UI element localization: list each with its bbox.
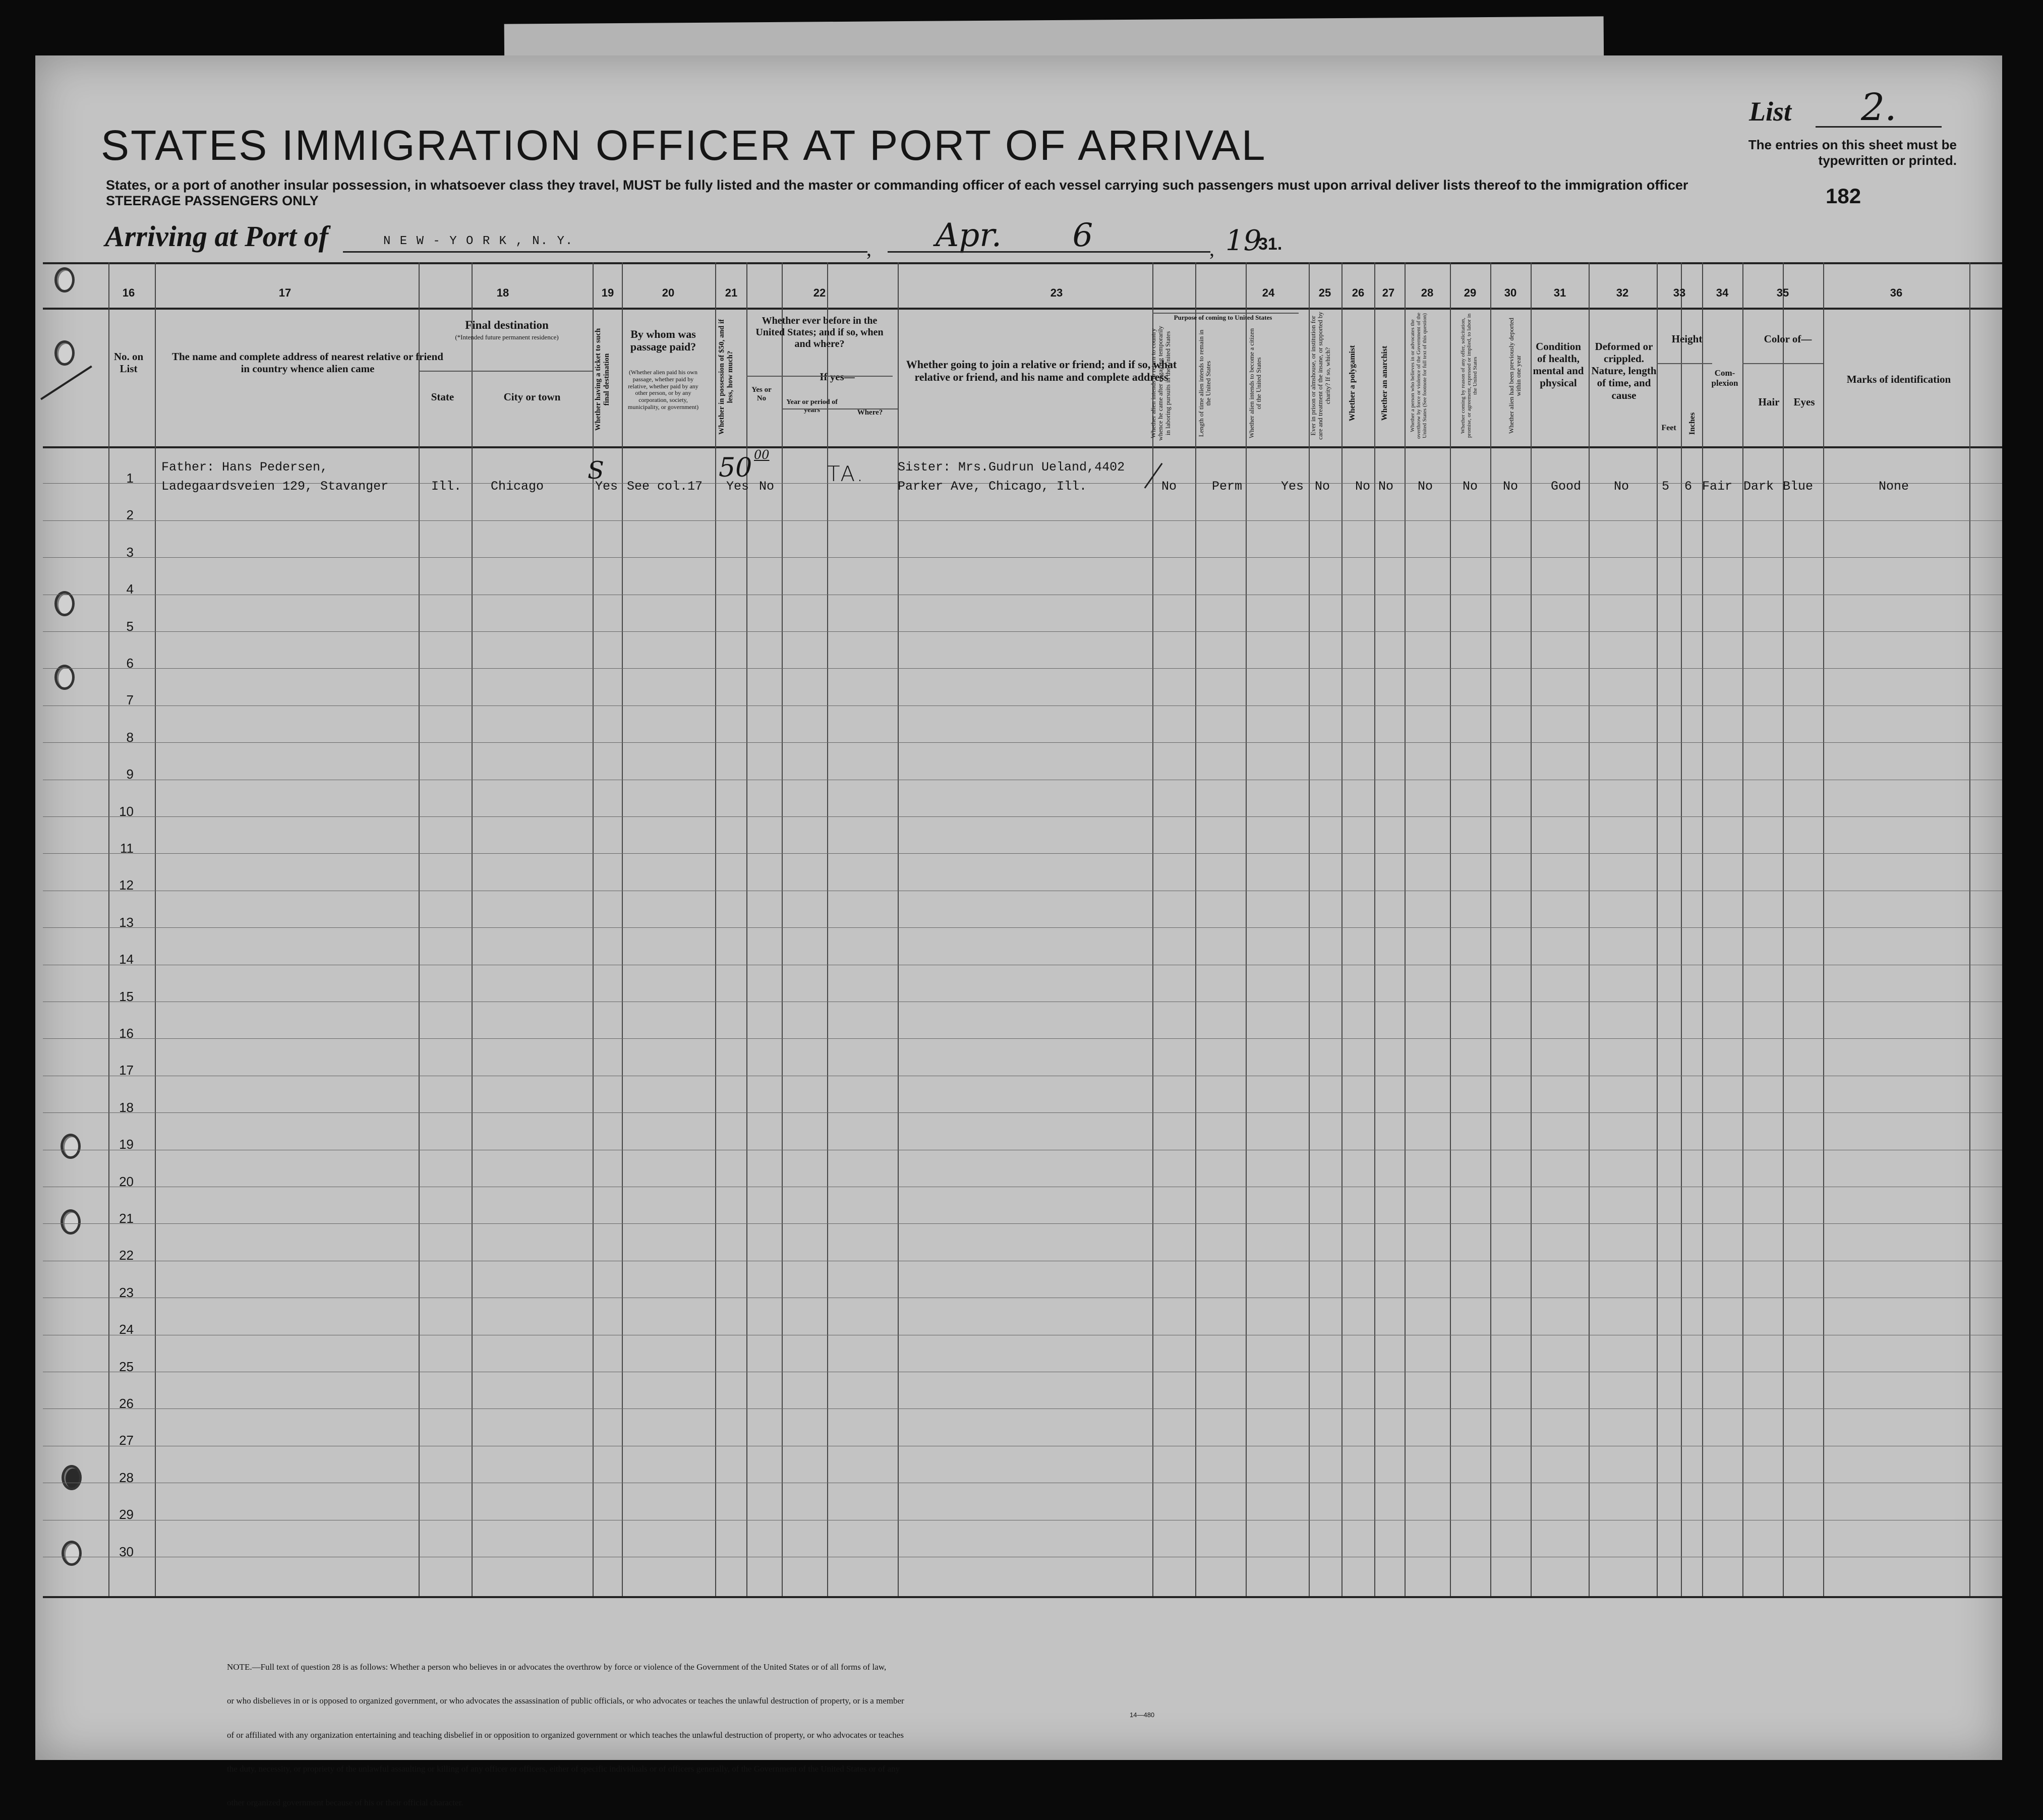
row-rule [43, 1112, 2002, 1113]
comma: , [1209, 238, 1214, 260]
footnote-line: the duty, necessity, or propriety of the unlawful assaulting or killing of any officer or officers, either of specific individuals or of officers generally, of the Government of the United States or of any [227, 1764, 900, 1774]
entry-relative-line1: Father: Hans Pedersen, [161, 460, 328, 475]
entry-deformed: No [1614, 479, 1629, 494]
column-rule [1405, 262, 1406, 1596]
manifest-table [43, 262, 2002, 1601]
entry-ever-before: No [759, 479, 775, 494]
comma: , [866, 238, 871, 260]
column-rule [1309, 262, 1310, 1596]
column-rule [1152, 262, 1153, 1596]
row-number: 24 [119, 1322, 134, 1337]
column-number: 36 [1890, 286, 1903, 299]
row-rule [43, 742, 2002, 743]
header-no-on-list: No. on List [113, 350, 144, 375]
entry-possession: Yes [726, 479, 749, 494]
header-deported: Whether alien had been previously deported within one year [1507, 318, 1523, 434]
row-number: 18 [119, 1099, 134, 1115]
table-top-rule [43, 262, 2002, 264]
column-number: 16 [122, 286, 135, 299]
footnote-line: or who disbelieves in or is opposed to organized government, or who advocates the assassination of public officials, or who advocates or teaches the unlawful destruction of property, or is a member [227, 1696, 904, 1706]
list-underline [1816, 126, 1942, 128]
column-number: 33 [1673, 286, 1686, 299]
row-number: 14 [119, 952, 134, 967]
row-number: 13 [119, 914, 134, 930]
row-number: 19 [119, 1137, 134, 1152]
header-where: Where? [857, 408, 883, 417]
header-sub-rule [1742, 363, 1823, 364]
column-number: 27 [1382, 286, 1395, 299]
column-number: 25 [1318, 286, 1331, 299]
form-number: 14—480 [1130, 1711, 1155, 1719]
header-year-period: Year or period of years [786, 398, 838, 415]
column-rule [715, 262, 716, 1596]
row-number: 6 [126, 656, 134, 671]
header-sub-rule [1657, 363, 1712, 364]
entry-state: Ill. [431, 479, 462, 494]
header-possession: Whether in possession of $50, and if less, how much? [718, 319, 734, 435]
row-number: 8 [126, 729, 134, 745]
row-number: 30 [119, 1544, 134, 1559]
header-health: Condition of health, mental and physical [1533, 340, 1584, 389]
entry-purpose-b: Perm [1212, 479, 1243, 494]
entry-eyes: Blue [1783, 479, 1814, 494]
column-number: 23 [1050, 286, 1063, 299]
header-complexion: Com- plexion [1711, 368, 1738, 388]
row-number: 26 [119, 1396, 134, 1411]
column-rule [782, 262, 783, 1596]
header-ticket: Whether having a ticket to such final destination [594, 328, 611, 431]
steerage-note: STEERAGE PASSENGERS ONLY [106, 193, 319, 208]
header-marks: Marks of identification [1846, 373, 1951, 385]
column-rule [1374, 262, 1375, 1596]
header-sub-rule [1152, 313, 1299, 314]
column-number: 34 [1716, 286, 1729, 299]
row-rule [43, 520, 2002, 521]
header-color-of: Color of— [1764, 333, 1812, 345]
row-number: 1 [126, 471, 134, 486]
entry-marks: None [1879, 479, 1909, 494]
row-number: 4 [126, 581, 134, 597]
column-number: 35 [1776, 286, 1789, 299]
entry-join-line2: Parker Ave, Chicago, Ill. [898, 479, 1087, 494]
row-number: 3 [126, 544, 134, 560]
header-sub-rule [746, 376, 893, 377]
entry-paid-by: See col.17 [627, 479, 703, 494]
entry-deported: No [1503, 479, 1519, 494]
entry-possession-mark-cents: 00 [754, 448, 770, 462]
footnote [227, 1639, 904, 1820]
entry-ticket-mark: S [588, 456, 604, 485]
sheet-number: 182 [1826, 184, 1861, 208]
header-height: Height [1671, 333, 1703, 345]
column-rule [155, 262, 156, 1596]
row-rule [43, 1408, 2002, 1409]
port-underline [343, 251, 867, 253]
page-title: STATES IMMIGRATION OFFICER AT PORT OF ARRIVAL [101, 122, 1267, 169]
entry-join-line1: Sister: Mrs.Gudrun Ueland,4402 [898, 460, 1125, 475]
column-rule [1589, 262, 1590, 1596]
column-rule [622, 262, 623, 1596]
row-rule [43, 631, 2002, 632]
row-number: 7 [126, 692, 134, 708]
column-rule [1490, 262, 1491, 1596]
column-number: 32 [1616, 286, 1629, 299]
entry-purpose-a: No [1161, 479, 1177, 494]
row-number: 9 [126, 767, 134, 782]
header-prison: Ever in prison or almshouse, or institution for care and treatment of the insane, or supported by charity? If so, which? [1309, 312, 1331, 440]
header-hair: Hair [1758, 396, 1780, 408]
table-bottom-rule [43, 1596, 2002, 1598]
row-number: 22 [119, 1248, 134, 1263]
row-number: 17 [119, 1063, 134, 1078]
header-sub-rule [419, 371, 593, 372]
header-purpose-c: Whether alien intends to become a citizen of the United States [1248, 328, 1263, 439]
header-eyes: Eyes [1793, 396, 1815, 408]
row-number: 11 [120, 841, 134, 856]
column-number: 22 [813, 286, 826, 299]
row-number: 2 [126, 507, 134, 523]
header-purpose-b: Length of time alien intends to remain in the United States [1197, 329, 1212, 437]
entry-ta-mark: TA. [827, 461, 865, 486]
entry-purpose-c: Yes [1281, 479, 1304, 494]
header-offer: Whether coming by reason of any offer, solicitation, promise, or agreement, expressed or implied, to labor in the United States [1460, 313, 1479, 438]
row-rule [43, 1223, 2002, 1224]
entry-inches: 6 [1684, 479, 1692, 494]
header-sub-rule [782, 408, 898, 409]
entry-overthrow: No [1418, 479, 1433, 494]
row-rule [43, 816, 2002, 817]
header-by-whom: By whom was passage paid? [630, 328, 696, 354]
row-number: 5 [126, 618, 134, 634]
column-rule [1823, 262, 1824, 1596]
entry-hair: Dark [1743, 479, 1774, 494]
row-rule [43, 1038, 2002, 1039]
header-by-whom-note: (Whether alien paid his own passage, whether paid by relative, whether paid by any other person, or by any corporation, society, municipality, or government) [627, 369, 699, 410]
date-underline [888, 251, 1210, 253]
header-feet: Feet [1661, 424, 1676, 432]
header-deformed: Deformed or crippled. Nature, length of time, and cause [1591, 340, 1657, 401]
row-number: 27 [119, 1433, 134, 1448]
row-number: 23 [119, 1284, 134, 1300]
row-number: 16 [119, 1026, 134, 1041]
typewritten-instructions: The entries on this sheet must be typewritten or printed. [1748, 137, 1957, 168]
header-nearest-relative: The name and complete address of nearest relative or friend in country whence alien came [172, 350, 443, 375]
row-rule [43, 557, 2002, 558]
column-rule [472, 262, 473, 1596]
row-number: 28 [119, 1470, 134, 1485]
list-label: List [1749, 96, 1792, 127]
row-rule [43, 853, 2002, 854]
page-subtitle: States, or a port of another insular possession, in whatsoever class they travel, MUST be fully listed and the master or commanding officer of each vessel carrying such passengers must upon arrival deliver lists thereof to the immigration officer [106, 178, 1688, 193]
column-number: 31 [1553, 286, 1566, 299]
column-number: 18 [496, 286, 509, 299]
column-number: 20 [662, 286, 675, 299]
row-rule [43, 927, 2002, 928]
year-suffix: 31. [1258, 234, 1282, 254]
header-state: State [431, 391, 454, 403]
header-polygamist: Whether a polygamist [1348, 345, 1357, 422]
column-rule [419, 262, 420, 1596]
row-number: 20 [119, 1173, 134, 1189]
header-city: City or town [503, 391, 561, 403]
column-rule [1969, 262, 1970, 1596]
column-number: 19 [601, 286, 614, 299]
header-final-destination: Final destination [465, 319, 549, 331]
column-rule [1742, 262, 1743, 1596]
colnum-rule [43, 308, 2002, 310]
column-rule [1681, 262, 1682, 1596]
header-bottom-rule [43, 446, 2002, 448]
header-final-destination-note: (*Intended future permanent residence) [455, 333, 559, 341]
column-rule [1450, 262, 1451, 1596]
column-number: 30 [1504, 286, 1517, 299]
entry-complexion: Fair [1702, 479, 1733, 494]
column-number: 26 [1352, 286, 1365, 299]
column-number: 28 [1421, 286, 1434, 299]
year-prefix: 19 [1225, 224, 1262, 257]
column-rule [1195, 262, 1196, 1596]
entry-city: Chicago [491, 479, 544, 494]
column-rule [1657, 262, 1658, 1596]
date-value: Apr. 6 [936, 217, 1093, 254]
footnote-line: of or affiliated with any organization entertaining and teaching disbelief in or opposition to organized government or which teaches the unlawful destruction of property, or who advocates or teaches [227, 1730, 904, 1740]
entry-possession-mark: 50 [719, 453, 752, 483]
column-rule [1531, 262, 1532, 1596]
footnote-line: NOTE.—Full text of question 28 is as follows: Whether a person who believes in or advocates the overthrow by force or violence of the Government of the United States or of all forms of law, [227, 1662, 887, 1672]
row-number: 12 [119, 877, 134, 893]
column-rule [1783, 262, 1784, 1596]
column-rule [1246, 262, 1247, 1596]
port-value: N E W - Y O R K , N. Y. [383, 234, 574, 248]
entry-relative-line2: Ladegaardsveien 129, Stavanger [161, 479, 389, 494]
row-number: 29 [119, 1507, 134, 1522]
footnote-line: other organized government because of his or their official character. [227, 1798, 463, 1808]
header-yes-or-no: Yes or No [751, 386, 772, 403]
header-purpose-a: Whether alien intends to return to country whence he came after engaging temporarily in laboring pursuits in the United States [1149, 326, 1172, 441]
entry-polygamist: No [1355, 479, 1371, 494]
column-number: 24 [1262, 286, 1275, 299]
column-rule [1341, 262, 1342, 1596]
entry-health: Good [1551, 479, 1582, 494]
row-number: 10 [119, 803, 134, 819]
header-if-yes: If yes— [820, 371, 855, 383]
entry-prison: No [1315, 479, 1330, 494]
column-number: 21 [725, 286, 738, 299]
header-joining-relative: Whether going to join a relative or friend; and if so, what relative or friend, and his name and complete address [906, 358, 1177, 384]
entry-offer: No [1463, 479, 1478, 494]
row-rule [43, 668, 2002, 669]
list-number: 2. [1861, 86, 1897, 129]
column-rule [1702, 262, 1703, 1596]
header-ever-before: Whether ever before in the United States; and if so, when and where? [755, 315, 884, 349]
entry-feet: 5 [1662, 479, 1670, 494]
row-number: 25 [119, 1359, 134, 1374]
entry-anarchist: No [1378, 479, 1394, 494]
arriving-label: Arriving at Port of [105, 220, 329, 253]
header-anarchist: Whether an anarchist [1380, 345, 1389, 421]
header-purpose: Purpose of coming to United States [1174, 314, 1272, 321]
entry-ticket: Yes [595, 479, 618, 494]
header-overthrow: Whether a person who believes in or advocates the overthrow by force or violence of the Government of the United States (See footnote for full text of this question) [1410, 312, 1428, 439]
column-number: 29 [1464, 286, 1477, 299]
row-number: 15 [119, 988, 134, 1004]
row-number: 21 [119, 1211, 134, 1226]
header-inches: Inches [1688, 412, 1697, 435]
column-number: 17 [278, 286, 291, 299]
